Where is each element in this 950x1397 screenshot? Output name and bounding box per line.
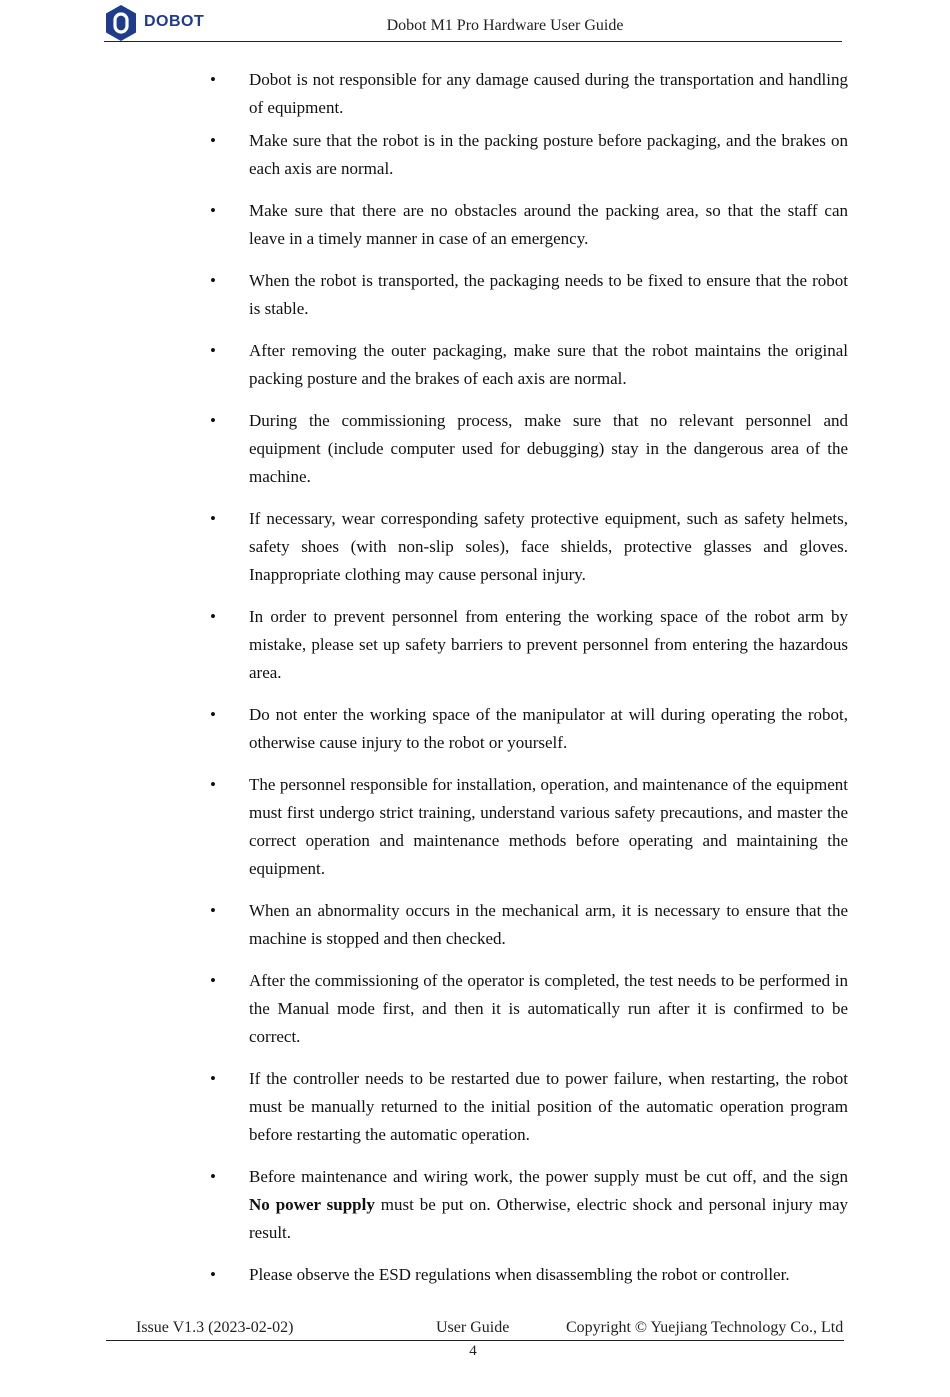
list-item: [210, 407, 848, 491]
list-item: [210, 897, 848, 953]
list-item: [210, 1065, 848, 1149]
bullet-marker: •: [210, 1265, 216, 1284]
list-item: [210, 967, 848, 1051]
bullet-marker: •: [210, 70, 216, 89]
main-content: [210, 66, 848, 1303]
list-item-text-pre: Before maintenance and wiring work, the power supply must be cut off, and the sign: [249, 1167, 848, 1186]
list-item-text: Make sure that the robot is in the packing posture before packaging, and the brakes on each axis are normal.: [249, 131, 848, 178]
list-item-text: During the commissioning process, make sure that no relevant personnel and equipment (include computer used for debugging) stay in the dangerous area of the machine.: [249, 411, 848, 486]
copyright-notice: Copyright © Yuejiang Technology Co., Ltd: [566, 1319, 844, 1336]
bullet-marker: •: [210, 775, 216, 794]
bullet-marker: •: [210, 607, 216, 626]
bullet-marker: •: [210, 341, 216, 360]
bullet-marker: •: [210, 411, 216, 430]
list-item: [210, 127, 848, 183]
header-divider: [104, 41, 842, 42]
list-item: [210, 505, 848, 589]
list-item: [210, 197, 848, 253]
bullet-marker: •: [210, 131, 216, 150]
list-item: [210, 603, 848, 687]
bullet-marker: •: [210, 971, 216, 990]
list-item: [210, 771, 848, 883]
safety-precautions-list: [210, 66, 848, 1289]
list-item: [210, 1261, 848, 1289]
footer-divider: [106, 1340, 844, 1341]
list-item-text: Do not enter the working space of the manipulator at will during operating the robot, otherwise cause injury to the robot or yourself.: [249, 705, 848, 752]
issue-version: Issue V1.3 (2023-02-02): [136, 1319, 294, 1336]
bullet-marker: •: [210, 271, 216, 290]
list-item: [210, 701, 848, 757]
bullet-marker: •: [210, 1069, 216, 1088]
list-item-text: After removing the outer packaging, make sure that the robot maintains the original packing posture and the brakes of each axis are normal.: [249, 341, 848, 388]
page-header: [0, 0, 950, 44]
list-item: [210, 1163, 848, 1247]
list-item: [210, 337, 848, 393]
page-number: 4: [469, 1343, 477, 1359]
list-item-text: The personnel responsible for installation, operation, and maintenance of the equipment must first undergo strict training, understand various safety precautions, and master the correct operation and maintenance methods before operating and maintaining the equipment.: [249, 775, 848, 878]
list-item-text: Dobot is not responsible for any damage caused during the transportation and handling of equipment.: [249, 70, 848, 117]
list-item-text: After the commissioning of the operator is completed, the test needs to be performed in the Manual mode first, and then it is automatically run after it is confirmed to be correct.: [249, 971, 848, 1046]
no-power-supply-sign: No power supply: [249, 1195, 375, 1214]
bullet-marker: •: [210, 509, 216, 528]
list-item-text: In order to prevent personnel from entering the working space of the robot arm by mistake, please set up safety barriers to prevent personnel from entering the hazardous area.: [249, 607, 848, 682]
brand-name: DOBOT: [144, 13, 205, 30]
list-item-text: When an abnormality occurs in the mechanical arm, it is necessary to ensure that the machine is stopped and then checked.: [249, 901, 848, 948]
list-item-text: When the robot is transported, the packaging needs to be fixed to ensure that the robot is stable.: [249, 271, 848, 318]
document-type: User Guide: [436, 1319, 510, 1336]
document-title: Dobot M1 Pro Hardware User Guide: [386, 17, 624, 34]
list-item-text-post: must be put on. Otherwise, electric shock and personal injury may result.: [249, 1195, 848, 1242]
bullet-marker: •: [210, 201, 216, 220]
bullet-marker: •: [210, 901, 216, 920]
bullet-marker: •: [210, 1167, 216, 1186]
list-item-text: If the controller needs to be restarted due to power failure, when restarting, the robot must be manually returned to the initial position of the automatic operation program before restarting the automatic operation.: [249, 1069, 848, 1144]
list-item: [210, 66, 848, 122]
bullet-marker: •: [210, 705, 216, 724]
list-item-text: Please observe the ESD regulations when disassembling the robot or controller.: [249, 1265, 790, 1284]
list-item-text: Make sure that there are no obstacles around the packing area, so that the staff can leave in a timely manner in case of an emergency.: [249, 201, 848, 248]
list-item: [210, 267, 848, 323]
list-item-text: If necessary, wear corresponding safety protective equipment, such as safety helmets, safety shoes (with non-slip soles), face shields, protective glasses and gloves. Inappropriate clothing may cause personal injury.: [249, 509, 848, 584]
